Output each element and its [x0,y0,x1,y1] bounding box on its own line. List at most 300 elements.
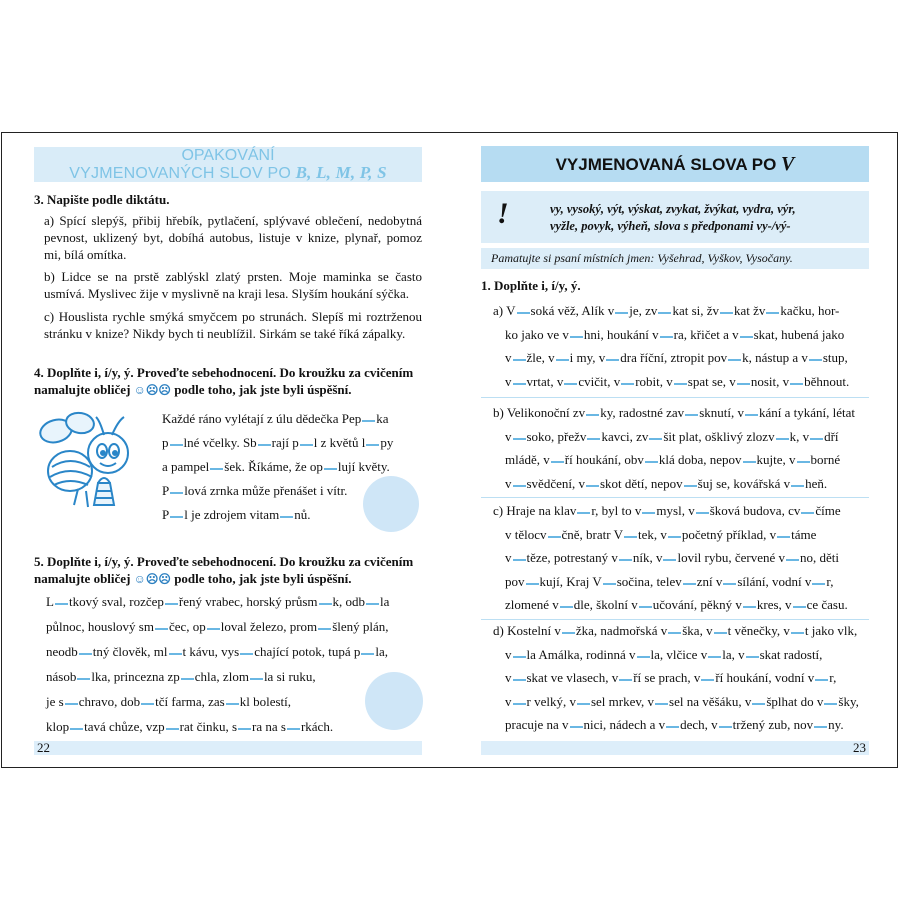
text-fragment: ra na s [252,719,286,734]
fill-in-blank[interactable] [300,444,313,446]
text-fragment: číme [815,503,841,518]
ex1-line [493,370,871,394]
fill-in-blank[interactable] [258,444,271,446]
right-page [451,133,899,767]
exercise-1-b [493,401,871,495]
ex4-line [162,407,422,431]
fill-in-blank[interactable] [210,468,223,470]
fill-in-blank[interactable] [170,444,183,446]
text-fragment: dle, školní v [573,597,638,612]
text-fragment: v [505,373,512,389]
text-fragment: nů. [294,507,311,522]
ex5-line [46,589,422,614]
text-fragment: tčí farma, zas [155,694,225,709]
text-fragment: r velký, v [526,693,576,709]
text-fragment: a) V [493,303,516,318]
fill-in-blank[interactable] [660,336,673,338]
fill-in-blank[interactable] [513,438,526,440]
text-fragment: šková budova, cv [709,503,801,518]
fill-in-blank[interactable] [655,703,668,705]
fill-in-blank[interactable] [570,726,583,728]
text-fragment: t kávu, vys [182,644,240,659]
self-assessment-circle[interactable] [363,476,419,532]
text-fragment: skat, hubená jako [753,326,845,342]
faces-icon: ☺☹☹ [133,383,171,397]
text-fragment: rat činku, s [179,719,238,734]
fill-in-blank[interactable] [513,559,526,561]
ex5-line [46,664,422,689]
ex1-line [493,401,871,425]
ex1-line [493,666,871,690]
exercise-3-c: c) Houslista rychle smýká smyčcem po strunách. Slepíš mi roztrženou stránku v knize? Nikdy bych ti neublížil. Sirkám se také říká zápalky. [44,309,422,341]
fill-in-blank[interactable] [797,461,810,463]
fill-in-blank[interactable] [207,628,220,630]
text-fragment: k, v [789,428,810,444]
fill-in-blank[interactable] [746,656,759,658]
fill-in-blank[interactable] [645,461,658,463]
exercise-3-title: 3. Napište podle diktátu. [34,192,170,207]
ex5-line [46,639,422,664]
text-fragment: lují květy. [337,459,390,474]
fill-in-blank[interactable] [668,632,681,634]
text-fragment: kres, v [756,597,792,612]
fill-in-blank[interactable] [658,312,671,314]
fill-in-blank[interactable] [226,703,239,705]
fill-in-blank[interactable] [745,414,758,416]
exercise-1-a [493,299,871,393]
text-fragment: skat radostí, [759,646,823,662]
fill-in-blank[interactable] [684,485,697,487]
fill-in-blank[interactable] [776,438,789,440]
fill-in-blank[interactable] [737,383,750,385]
exercise-3-b: b) Lidce se na prstě zablýskl zlatý prsten. Moje maminka se často usmívá. Myslivec žije v myslivně na kraji lesa. Slyším houkání sýčka. [44,269,422,301]
fill-in-blank[interactable] [696,512,709,514]
text-fragment: kačku, hor- [780,303,840,318]
fill-in-blank[interactable] [809,359,822,361]
text-fragment: neodb [46,644,78,659]
text-fragment: b) Velikonoční zv [493,405,586,420]
fill-in-blank[interactable] [743,461,756,463]
fill-in-blank[interactable] [815,679,828,681]
left-page [2,133,451,767]
text-fragment: chla, zlom [194,669,249,684]
bee-illustration [38,409,150,521]
text-fragment: k, nástup a v [742,350,808,365]
text-fragment: ška, v [682,623,713,638]
fill-in-blank[interactable] [587,438,600,440]
word-list-box: ! vy, vysoký, výt, výskat, zvykat, žvýkat, vydra, výr, vyžle, povyk, výheň, slova s předponami vy-/vý- [481,191,869,243]
exercise-1-c [493,499,871,617]
text-fragment: v [505,646,512,662]
fill-in-blank[interactable] [79,653,92,655]
page-number-left: 22 [34,741,422,755]
fill-in-blank[interactable] [513,359,526,361]
text-fragment: lné včelky. Sb [183,435,257,450]
ex1-line [493,499,871,523]
text-fragment: v [505,670,512,685]
divider [481,397,869,398]
text-fragment: t věnečky, v [727,623,790,638]
text-fragment: šlený plán, [332,619,389,634]
fill-in-blank[interactable] [170,492,183,494]
text-fragment: namalujte obličej [34,571,131,586]
text-fragment: la, vlčice v [650,646,708,662]
exercise-3-a: a) Spící slepýš, přibij hřebík, pytlačení, splývavé oblečení, nedobytná pevnost, uklizený byt, dobíhá autobus, listuje v knize, plynař, pomoz mi, bílá omítka. [44,213,422,262]
fill-in-blank[interactable] [366,603,379,605]
text-fragment: kujte, v [756,452,796,467]
ex4-line [162,431,422,455]
text-fragment: la [380,594,390,609]
text-fragment: šplhat do v [766,693,824,709]
fill-in-blank[interactable] [318,628,331,630]
fill-in-blank[interactable] [287,728,300,730]
text-fragment: kat si, žv [672,303,720,318]
text-fragment: mládě, v [505,452,550,467]
fill-in-blank[interactable] [743,606,756,608]
text-fragment: la si ruku, [263,669,316,684]
text-fragment: čně, bratr V [561,526,623,542]
fill-in-blank[interactable] [362,420,375,422]
text-fragment: namalujte obličej [34,382,131,397]
fill-in-blank[interactable] [513,679,526,681]
text-fragment: heň. [805,475,828,491]
text-fragment: la, v [722,646,745,662]
text-fragment: tkový sval, rozčep [68,594,164,609]
text-fragment: r, [829,670,837,685]
ex5-line [46,714,422,739]
fill-in-blank[interactable] [551,461,564,463]
text-fragment: ří houkání, obv [564,452,644,467]
text-fragment: py [380,435,394,450]
text-fragment: borné [810,452,841,467]
text-fragment: dří [824,428,839,444]
header-line1: OPAKOVÁNÍ [181,147,275,164]
text-fragment: ny. [828,717,844,732]
fill-in-blank[interactable] [606,359,619,361]
text-fragment: vrtat, v [526,373,564,389]
fill-in-blank[interactable] [719,726,732,728]
fill-in-blank[interactable] [766,312,779,314]
text-fragment: k, odb [332,594,366,609]
fill-in-blank[interactable] [548,536,561,538]
text-fragment: je s [46,694,64,709]
text-fragment: P [162,483,170,498]
text-fragment: čec, op [168,619,206,634]
fill-in-blank[interactable] [513,703,526,705]
text-fragment: no, děti [800,550,840,565]
text-fragment: dech, v [680,717,718,732]
ex1-line [493,593,871,617]
fill-in-blank[interactable] [513,656,526,658]
text-fragment: kují, Kraj V [539,573,602,589]
text-fragment: ník, v [632,550,663,565]
fill-in-blank[interactable] [723,583,736,585]
fill-in-blank[interactable] [790,383,803,385]
fill-in-blank[interactable] [65,703,78,705]
fill-in-blank[interactable] [170,516,183,518]
text-fragment: podle toho, jak jste byli úspěšní. [174,382,352,397]
fill-in-blank[interactable] [560,606,573,608]
text-fragment: ří se prach, v [633,670,701,685]
self-assessment-circle[interactable] [365,672,423,730]
header-line2: VYJMENOVANÝCH SLOV PO [69,165,291,182]
text-fragment: šuj se, kovářská v [697,475,791,491]
text-fragment: klop [46,719,70,734]
left-page-header [34,147,422,182]
text-fragment: sknutí, v [699,405,744,420]
fill-in-blank[interactable] [728,359,741,361]
fill-in-blank[interactable] [280,516,293,518]
fill-in-blank[interactable] [720,312,733,314]
text-fragment: sel na věšáku, v [669,693,752,709]
text-fragment: svědčení, v [526,475,585,491]
text-fragment: c) Hraje na klav [493,503,577,518]
fill-in-blank[interactable] [708,656,721,658]
fill-in-blank[interactable] [577,703,590,705]
text-fragment: lovil rybu, červené v [677,550,786,565]
text-fragment: v [505,475,512,491]
ex5-line [46,614,422,639]
text-fragment: loval železo, prom [220,619,318,634]
exercise-5-title: 5. Doplňte i, í/y, ý. Proveďte sebehodnocení. Do kroužku za cvičením namalujte obličej ☺☹☹ podle toho, jak jste byli úspěšní. [34,554,414,586]
text-fragment: ce času. [806,597,848,612]
text-fragment: zní v [696,573,723,589]
text-fragment: v [505,550,512,565]
text-fragment: běhnout. [804,373,850,389]
text-fragment: lová zrnka může přenášet i vítr. [184,483,348,498]
text-fragment: ky, radostné zav [600,405,685,420]
ex1-line [493,472,871,496]
ex1-line [493,299,871,323]
text-fragment: šky, [838,693,859,709]
fill-in-blank[interactable] [155,628,168,630]
text-fragment: P [162,507,170,522]
fill-in-blank[interactable] [366,444,379,446]
fill-in-blank[interactable] [240,653,253,655]
fill-in-blank[interactable] [639,606,652,608]
text-fragment: p [162,435,169,450]
fill-in-blank[interactable] [250,678,263,680]
right-page-header: VYJMENOVANÁ SLOVA PO V [481,146,869,182]
fill-in-blank[interactable] [556,359,569,361]
fill-in-blank[interactable] [810,438,823,440]
text-fragment: chající potok, tupá p [254,644,361,659]
text-fragment: učování, pěkný v [652,597,742,612]
text-fragment: tný člověk, ml [92,644,168,659]
fill-in-blank[interactable] [824,703,837,705]
fill-in-blank[interactable] [564,383,577,385]
fill-in-blank[interactable] [603,583,616,585]
fill-in-blank[interactable] [740,336,753,338]
fill-in-blank[interactable] [165,603,178,605]
text-fragment: chravo, dob [78,694,141,709]
fill-in-blank[interactable] [570,336,583,338]
text-fragment: kavci, zv [601,428,649,444]
text-fragment: tavá chůze, vzp [84,719,165,734]
fill-in-blank[interactable] [791,485,804,487]
exclamation-icon: ! [497,197,509,230]
fill-in-blank[interactable] [624,536,637,538]
text-fragment: je, zv [629,303,658,318]
fill-in-blank[interactable] [166,728,179,730]
text-fragment: ří houkání, vodní v [715,670,815,685]
ex1-line [493,643,871,667]
text-fragment: cvičit, v [578,373,621,389]
text-fragment: rkách. [300,719,334,734]
fill-in-blank[interactable] [526,583,539,585]
text-fragment: L [46,594,54,609]
fill-in-blank[interactable] [777,536,790,538]
fill-in-blank[interactable] [238,728,251,730]
fill-in-blank[interactable] [619,559,632,561]
text-fragment: tržený zub, nov [732,717,814,732]
fill-in-blank[interactable] [621,383,634,385]
fill-in-blank[interactable] [513,383,526,385]
text-fragment: VYJMENOVANÁ SLOVA PO [555,155,777,174]
ex1-line [493,346,871,370]
ex1-line [493,690,871,714]
text-fragment: a pampel [162,459,210,474]
text-fragment: v [505,428,512,444]
text-fragment: robit, v [635,373,673,389]
text-fragment: kl bolestí, [239,694,292,709]
fill-in-blank[interactable] [814,726,827,728]
text-fragment: šit plat, ošklivý zlozv [663,428,775,444]
fill-in-blank[interactable] [55,603,68,605]
text-fragment: šek. Říkáme, že op [224,459,323,474]
text-fragment: soko, přežv [526,428,587,444]
fill-in-blank[interactable] [668,536,681,538]
text-fragment: rají p [271,435,299,450]
fill-in-blank[interactable] [586,485,599,487]
fill-in-blank[interactable] [642,512,655,514]
fill-in-blank[interactable] [752,703,765,705]
fill-in-blank[interactable] [812,583,825,585]
fill-in-blank[interactable] [793,606,806,608]
text-fragment: řený vrabec, horský průsm [178,594,318,609]
fill-in-blank[interactable] [562,632,575,634]
text-fragment: v tělocv [505,526,547,542]
text-fragment: skot dětí, nepov [599,475,683,491]
ex1-line [493,448,871,472]
text-fragment: zlomené v [505,597,559,612]
book-spread [1,132,898,768]
fill-in-blank[interactable] [619,679,632,681]
fill-in-blank[interactable] [683,583,696,585]
text-fragment: ka [376,411,389,426]
text-fragment: spat se, v [687,373,736,389]
exercise-5-text [46,589,422,739]
fill-in-blank[interactable] [674,383,687,385]
text-fragment: pracuje na v [505,717,569,732]
fill-in-blank[interactable] [685,414,698,416]
text-fragment: násob [46,669,77,684]
fill-in-blank[interactable] [70,728,83,730]
text-fragment: početný příklad, v [681,526,777,542]
fill-in-blank[interactable] [637,656,650,658]
text-fragment: ra, křičet a v [673,326,739,342]
text-fragment: žle, v [526,350,555,365]
text-fragment: dra říční, ztropit pov [620,350,728,365]
fill-in-blank[interactable] [663,559,676,561]
text-fragment: la Amálka, rodinná v [526,646,636,662]
exercise-4-title: 4. Doplňte i, í/y, ý. Proveďte sebehodnocení. Do kroužku za cvičením namalujte obličej ☺☹☹ podle toho, jak jste byli úspěšní. [34,365,414,397]
text-fragment: těze, potrestaný v [526,550,618,565]
ex1-line [493,570,871,594]
fill-in-blank[interactable] [649,438,662,440]
fill-in-blank[interactable] [786,559,799,561]
text-fragment: ko jako ve v [505,326,569,342]
text-fragment: v [505,350,512,365]
text-fragment: podle toho, jak jste byli úspěšní. [174,571,352,586]
fill-in-blank[interactable] [77,678,90,680]
ex1-line [493,425,871,449]
ex1-line [493,546,871,570]
text-fragment: hni, houkání v [583,326,659,342]
text-fragment: l je zdrojem vitam [184,507,280,522]
fill-in-blank[interactable] [517,312,530,314]
faces-icon: ☺☹☹ [133,572,171,586]
remember-note: Pamatujte si psaní místních jmen: Vyšehrad, Vyškov, Vysočany. [481,248,869,269]
text-fragment: kání a tykání, létat [758,405,856,420]
text-fragment: d) Kostelní v [493,623,561,638]
text-fragment: Každé ráno vylétají z úlu dědečka Pep [162,411,362,426]
fill-in-blank[interactable] [666,726,679,728]
text-fragment: půlnoc, houslový sm [46,619,154,634]
fill-in-blank[interactable] [801,512,814,514]
text-fragment: mysl, v [656,503,695,518]
exercise-1-d [493,619,871,737]
fill-in-blank[interactable] [319,603,332,605]
text-fragment: nici, nádech a v [583,717,666,732]
fill-in-blank[interactable] [181,678,194,680]
text-fragment: l z květů l [313,435,366,450]
text-fragment: skat ve vlasech, v [526,670,619,685]
text-fragment: v [505,693,512,709]
fill-in-blank[interactable] [615,312,628,314]
header-letters: B, L, M, P, S [295,163,387,182]
fill-in-blank[interactable] [141,703,154,705]
text-fragment: i my, v [569,350,606,365]
text-fragment: soká věž, Alík v [530,303,615,318]
fill-in-blank[interactable] [701,679,714,681]
fill-in-blank[interactable] [791,632,804,634]
text-fragment: táme [791,526,817,542]
ex4-line [162,455,422,479]
ex1-line [493,713,871,737]
text-fragment: r, byl to v [591,503,642,518]
exercise-1-title: 1. Doplňte i, í/y, ý. [481,278,581,293]
text-fragment: pov [505,573,525,589]
text-fragment: nosit, v [750,373,790,389]
fill-in-blank[interactable] [361,653,374,655]
text-fragment: stup, [822,350,848,365]
fill-in-blank[interactable] [586,414,599,416]
text-fragment: sílání, vodní v [737,573,812,589]
text-fragment: klá doba, nepov [658,452,742,467]
text-fragment: žka, nadmořská v [575,623,668,638]
fill-in-blank[interactable] [513,485,526,487]
fill-in-blank[interactable] [324,468,337,470]
text-fragment: sočina, telev [616,573,682,589]
fill-in-blank[interactable] [714,632,727,634]
fill-in-blank[interactable] [577,512,590,514]
ex1-line [493,523,871,547]
text-fragment: t jako vlk, [804,623,858,638]
ex1-line [493,619,871,643]
fill-in-blank[interactable] [169,653,182,655]
ex1-line [493,323,871,347]
